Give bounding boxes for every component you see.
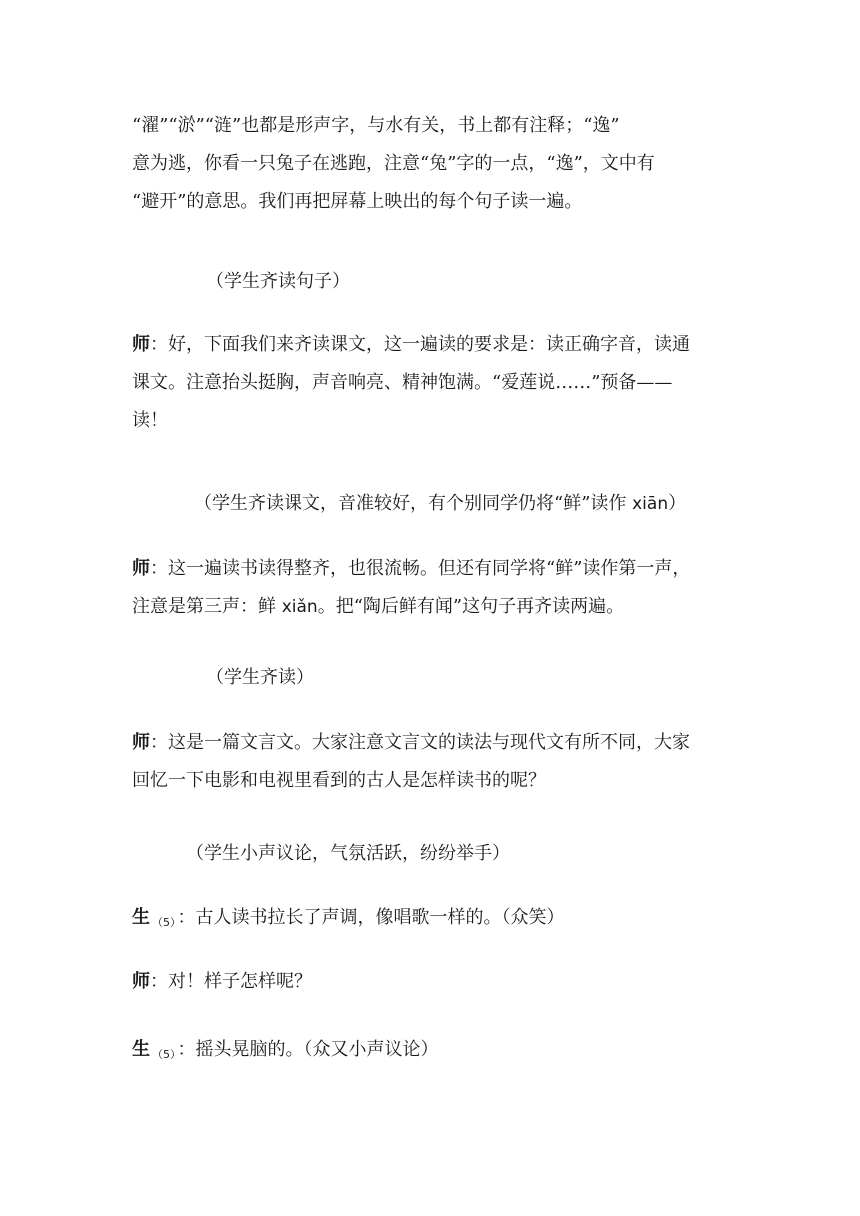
speaker-label: 师 <box>132 732 150 753</box>
pinyin-text: xiǎn <box>281 597 318 617</box>
stage-direction <box>194 485 686 523</box>
speaker-label: 生 <box>132 907 150 928</box>
stage-text: ） <box>668 493 687 514</box>
paragraph-text: ：对！样子怎样呢？ <box>150 971 312 992</box>
stage-direction: （学生齐读） <box>206 667 314 688</box>
paragraph-line: 回忆一下电影和电视里看到的古人是怎样读书的呢？ <box>132 770 546 791</box>
paragraph-line <box>132 326 732 364</box>
paragraph-text: ：这是一篇文言文。大家注意文言文的读法与现代文有所不同，大家 <box>150 732 690 753</box>
paragraph-line <box>132 1031 732 1069</box>
paragraph-line <box>132 550 732 588</box>
paragraph-teacher <box>132 326 732 440</box>
stage-text: （学生齐读课文，音准较好，有个别同学仍将“鲜”读作 <box>194 493 633 514</box>
paragraph-text: ：好，下面我们来齐读课文，这一遍读的要求是：读正确字音，读通 <box>150 334 690 355</box>
paragraph-line <box>132 588 732 626</box>
paragraph-teacher <box>132 963 732 1001</box>
paragraph-text: ：这一遍读书读得整齐，也很流畅。但还有同学将“鲜”读作第一声， <box>150 558 691 579</box>
speaker-label: 师 <box>132 334 150 355</box>
paragraph-teacher <box>132 724 732 800</box>
speaker-label: 师 <box>132 971 150 992</box>
paragraph-teacher <box>132 550 732 626</box>
paragraph-line: “濯”“淤”“涟”也都是形声字，与水有关，书上都有注释；“逸” <box>132 115 620 136</box>
speaker-label: 生 <box>132 1039 150 1060</box>
student-number: （5） <box>152 916 176 929</box>
paragraph-line: “避开”的意思。我们再把屏幕上映出的每个句子读一遍。 <box>132 191 583 212</box>
paragraph-line <box>132 724 732 762</box>
paragraph-line: 课文。注意抬头挺胸，声音响亮、精神饱满。“爱莲说……”预备—— <box>132 372 673 393</box>
paragraph-line <box>132 899 732 937</box>
paragraph-line: 意为逃，你看一只兔子在逃跑，注意“兔”字的一点，“逸”，文中有 <box>132 153 655 174</box>
paragraph-line: 读！ <box>132 410 168 431</box>
paragraph-intro <box>132 107 732 221</box>
paragraph-line <box>132 963 732 1001</box>
speaker-label: 师 <box>132 558 150 579</box>
student-number: （5） <box>152 1048 176 1061</box>
pinyin-text: xiān <box>632 494 669 514</box>
paragraph-text: ：摇头晃脑的。（众又小声议论） <box>177 1039 439 1060</box>
paragraph-text: 注意是第三声：鲜 <box>132 596 282 617</box>
paragraph-student <box>132 899 732 937</box>
paragraph-student <box>132 1031 732 1069</box>
stage-direction: （学生齐读句子） <box>206 271 350 292</box>
paragraph-text: ：古人读书拉长了声调，像唱歌一样的。（众笑） <box>177 907 565 928</box>
paragraph-text: 。把“陶后鲜有闻”这句子再齐读两遍。 <box>317 596 625 617</box>
stage-direction: （学生小声议论，气氛活跃，纷纷举手） <box>186 843 510 864</box>
